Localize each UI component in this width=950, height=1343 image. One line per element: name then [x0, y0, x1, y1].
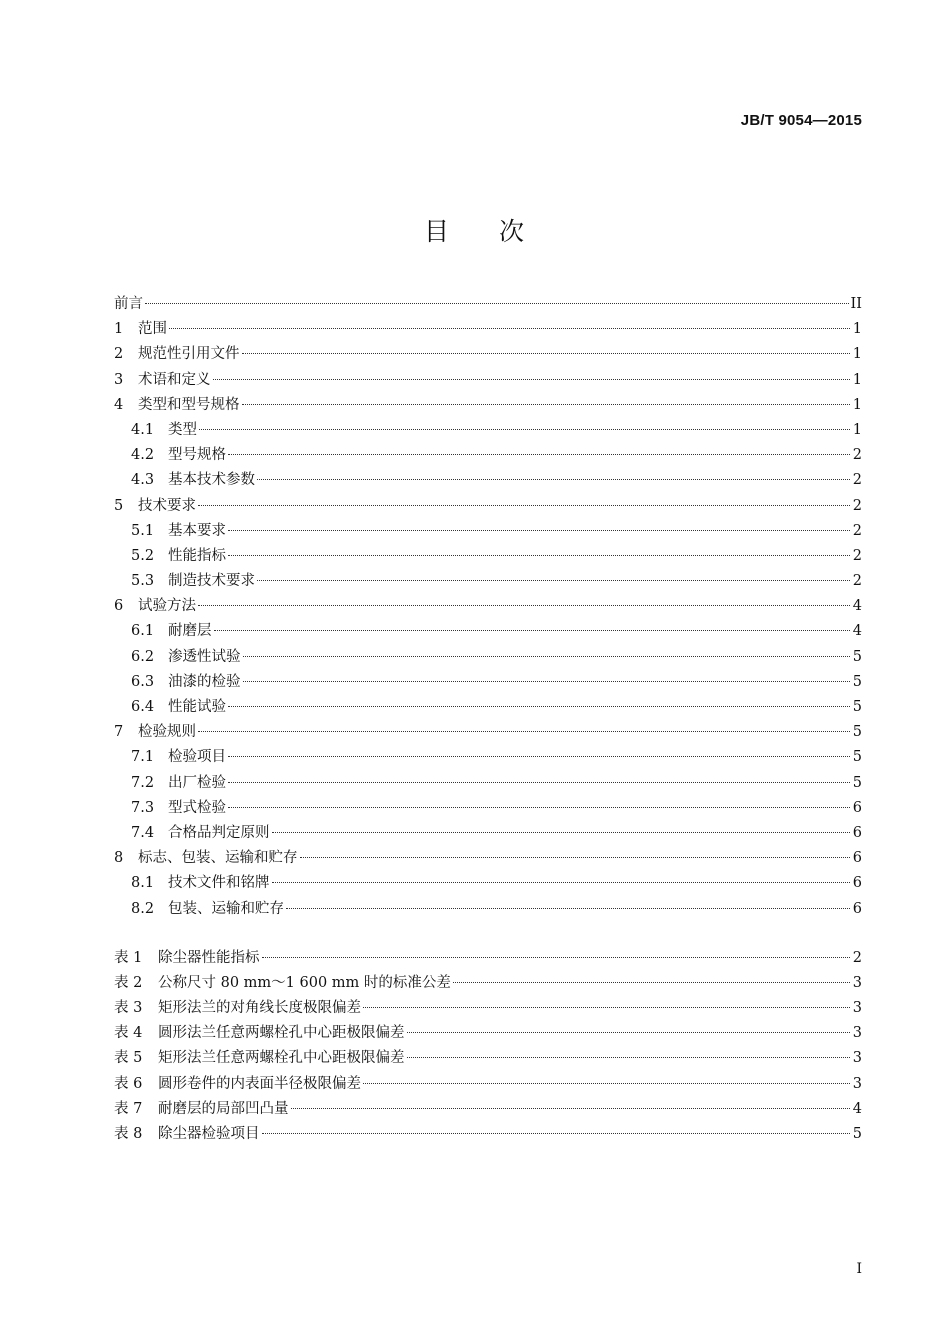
entry-number: 8.2 [131, 900, 155, 917]
dot-leader [286, 907, 850, 909]
toc-entry[interactable] [114, 745, 862, 770]
dot-leader [228, 755, 850, 757]
toc-entry[interactable] [114, 443, 862, 468]
dot-leader [228, 453, 850, 455]
dot-leader [243, 680, 851, 682]
entry-number: 4.2 [131, 447, 155, 464]
entry-title: 除尘器检验项目 [158, 1126, 260, 1142]
entry-title: 矩形法兰的对角线长度极限偏差 [158, 1000, 361, 1017]
entry-page: 4 [852, 1100, 862, 1117]
toc-entry[interactable] [114, 796, 862, 821]
entry-page: 1 [852, 321, 862, 338]
dot-leader [198, 604, 850, 606]
entry-title: 术语和定义 [138, 371, 211, 388]
entry-page: 6 [852, 875, 862, 892]
entry-number: 5.1 [131, 522, 155, 539]
toc-entry[interactable] [114, 292, 862, 317]
toc-entry[interactable] [114, 418, 862, 443]
entry-number: 5.3 [131, 573, 155, 590]
entry-page: 1 [852, 421, 862, 438]
entry-number: 表 8 [114, 1126, 143, 1142]
dot-leader [363, 1082, 850, 1084]
dot-leader [407, 1031, 851, 1033]
entry-page: 1 [852, 371, 862, 388]
entry-title: 出厂检验 [168, 774, 226, 791]
entry-title: 性能指标 [168, 547, 226, 564]
entry-page: 4 [852, 598, 862, 615]
entry-number: 8 [114, 850, 124, 867]
dot-leader [169, 327, 850, 329]
toc-entry[interactable] [114, 342, 862, 367]
entry-title: 基本技术参数 [168, 472, 255, 489]
table-list-entry[interactable] [114, 996, 862, 1021]
entry-page: II [850, 296, 862, 312]
dot-leader [214, 629, 851, 631]
entry-title: 油漆的检验 [168, 673, 241, 690]
toc-entry[interactable] [114, 771, 862, 796]
entry-number: 7 [114, 724, 124, 741]
toc-entry[interactable] [114, 368, 862, 393]
entry-number: 3 [114, 371, 124, 388]
entry-title: 渗透性试验 [168, 648, 241, 665]
entry-number: 6.4 [131, 699, 155, 715]
entry-number: 8.1 [131, 875, 155, 892]
entry-number: 6.3 [131, 673, 155, 690]
dot-leader [228, 781, 850, 783]
entry-page: 2 [852, 497, 862, 514]
dot-leader [228, 529, 850, 531]
entry-title: 圆形卷件的内表面半径极限偏差 [158, 1075, 361, 1092]
entry-number: 表 2 [114, 974, 143, 991]
dot-leader [257, 478, 850, 480]
table-list-entry[interactable] [114, 946, 862, 971]
dot-leader [453, 981, 850, 983]
dot-leader [242, 352, 851, 354]
dot-leader [272, 831, 851, 833]
entry-page: 5 [852, 648, 862, 665]
entry-title: 包装、运输和贮存 [168, 900, 284, 917]
entry-page: 1 [852, 346, 862, 363]
entry-title: 检验项目 [168, 749, 226, 766]
dot-leader [145, 302, 849, 304]
entry-number: 5 [114, 497, 124, 514]
entry-number: 1 [114, 321, 124, 338]
dot-leader [257, 579, 850, 581]
entry-number: 7.3 [131, 799, 155, 816]
toc-entry[interactable] [114, 494, 862, 519]
entry-number: 表 1 [114, 949, 143, 966]
entry-page: 6 [852, 900, 862, 917]
toc-entry[interactable] [114, 544, 862, 569]
dot-leader [407, 1056, 851, 1058]
page-title [0, 212, 950, 248]
entry-page: 5 [852, 699, 862, 715]
entry-page: 6 [852, 799, 862, 816]
entry-number: 7.1 [131, 749, 155, 766]
entry-page: 2 [852, 949, 862, 966]
entry-number: 5.2 [131, 547, 155, 564]
toc-entry[interactable] [114, 317, 862, 342]
dot-leader [300, 856, 851, 858]
entry-page: 3 [852, 974, 862, 991]
entry-title: 类型 [168, 421, 197, 438]
entry-number: 6.1 [131, 623, 155, 640]
dot-leader [262, 1132, 851, 1134]
dot-leader [198, 730, 850, 732]
entry-page: 2 [852, 472, 862, 489]
entry-number: 4 [114, 396, 124, 413]
dot-leader [272, 881, 851, 883]
dot-leader [363, 1006, 850, 1008]
entry-page: 6 [852, 850, 862, 867]
dot-leader [291, 1107, 851, 1109]
entry-page: 2 [852, 522, 862, 539]
entry-title: 制造技术要求 [168, 573, 255, 590]
dot-leader [228, 806, 850, 808]
section-spacer [114, 922, 862, 946]
entry-page: 5 [852, 774, 862, 791]
entry-title: 性能试验 [168, 699, 226, 715]
dot-leader [262, 956, 851, 958]
toc-entry[interactable] [114, 720, 862, 745]
dot-leader [243, 655, 851, 657]
page-number: I [856, 1261, 862, 1277]
entry-page: 3 [852, 1000, 862, 1017]
standard-number: JB/T 9054—2015 [740, 112, 862, 129]
entry-number: 6.2 [131, 648, 155, 665]
dot-leader [198, 504, 850, 506]
table-list-entry[interactable] [114, 1046, 862, 1071]
toc-entry[interactable] [114, 468, 862, 493]
entry-number: 7.4 [131, 824, 155, 841]
entry-number: 表 6 [114, 1075, 143, 1092]
entry-page: 1 [852, 396, 862, 413]
toc-entry[interactable] [114, 393, 862, 418]
title-part-1: 目 [423, 217, 451, 246]
toc-entry[interactable] [114, 594, 862, 619]
toc-entry[interactable] [114, 695, 862, 720]
toc-entry[interactable] [114, 821, 862, 846]
entry-page: 5 [852, 1126, 862, 1142]
toc-entry[interactable] [114, 645, 862, 670]
entry-title: 前言 [114, 296, 143, 312]
toc-entry[interactable] [114, 897, 862, 922]
entry-title: 矩形法兰任意两螺栓孔中心距极限偏差 [158, 1050, 405, 1067]
dot-leader [228, 554, 850, 556]
entry-number: 4.3 [131, 472, 155, 489]
entry-title: 技术要求 [138, 497, 196, 514]
entry-title: 公称尺寸 80 mm～1 600 mm 时的标准公差 [158, 974, 451, 991]
toc-entry[interactable] [114, 846, 862, 871]
dot-leader [242, 403, 851, 405]
entry-title: 规范性引用文件 [138, 346, 240, 363]
entry-page: 3 [852, 1075, 862, 1092]
entry-title: 检验规则 [138, 724, 196, 741]
entry-number: 7.2 [131, 774, 155, 791]
entry-title: 范围 [138, 321, 167, 338]
entry-number: 表 4 [114, 1025, 143, 1042]
table-list-entry[interactable] [114, 1021, 862, 1046]
entry-page: 2 [852, 573, 862, 590]
entry-title: 标志、包装、运输和贮存 [138, 850, 298, 867]
toc-entry[interactable] [114, 619, 862, 644]
table-list-entry[interactable] [114, 1122, 862, 1147]
table-list-entry[interactable] [114, 971, 862, 996]
entry-title: 试验方法 [138, 598, 196, 615]
entry-page: 2 [852, 447, 862, 464]
entry-page: 5 [852, 673, 862, 690]
table-list-entry[interactable] [114, 1097, 862, 1122]
dot-leader [228, 705, 850, 707]
entry-title: 耐磨层 [168, 623, 212, 640]
entry-page: 5 [852, 724, 862, 741]
table-of-contents [114, 292, 862, 1147]
toc-entry[interactable] [114, 519, 862, 544]
entry-number: 表 5 [114, 1050, 143, 1067]
entry-number: 表 3 [114, 1000, 143, 1017]
entry-page: 5 [852, 749, 862, 766]
dot-leader [199, 428, 850, 430]
entry-title: 圆形法兰任意两螺栓孔中心距极限偏差 [158, 1025, 405, 1042]
table-list-entry[interactable] [114, 1072, 862, 1097]
entry-number: 2 [114, 346, 124, 363]
entry-page: 3 [852, 1025, 862, 1042]
entry-page: 4 [852, 623, 862, 640]
toc-entry[interactable] [114, 670, 862, 695]
entry-title: 耐磨层的局部凹凸量 [158, 1100, 289, 1117]
entry-title: 除尘器性能指标 [158, 949, 260, 966]
entry-title: 型号规格 [168, 447, 226, 464]
entry-title: 类型和型号规格 [138, 396, 240, 413]
entry-number: 表 7 [114, 1100, 143, 1117]
entry-title: 技术文件和铭牌 [168, 875, 270, 892]
entry-page: 3 [852, 1050, 862, 1067]
toc-entry[interactable] [114, 569, 862, 594]
entry-number: 4.1 [131, 421, 155, 438]
toc-entry[interactable] [114, 871, 862, 896]
entry-title: 合格品判定原则 [168, 824, 270, 841]
dot-leader [213, 378, 851, 380]
entry-number: 6 [114, 598, 124, 615]
entry-page: 2 [852, 547, 862, 564]
entry-page: 6 [852, 824, 862, 841]
entry-title: 基本要求 [168, 522, 226, 539]
entry-title: 型式检验 [168, 799, 226, 816]
title-part-2: 次 [499, 217, 527, 246]
